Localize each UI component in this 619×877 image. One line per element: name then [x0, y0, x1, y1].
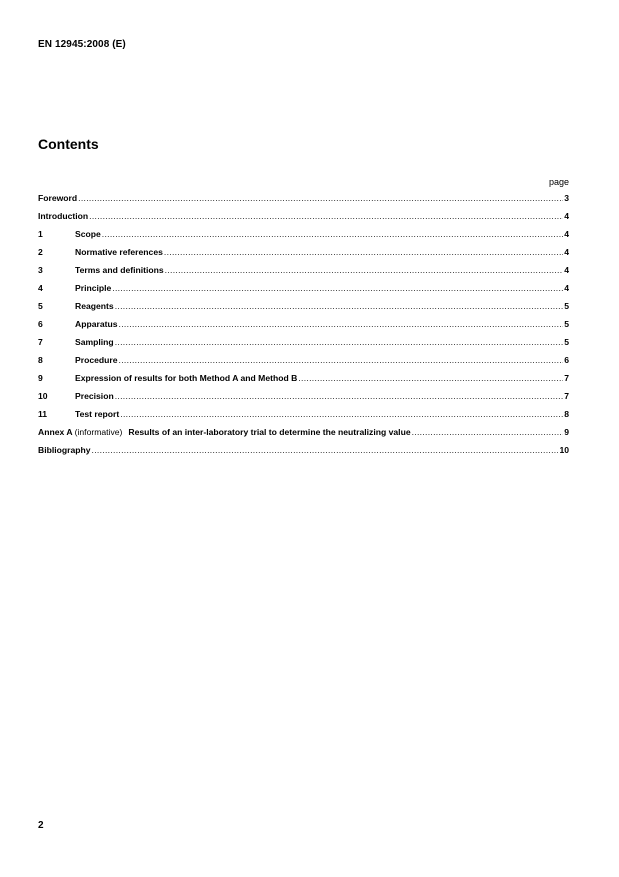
toc-entry-number: 8	[38, 355, 43, 365]
toc-dot-leader	[120, 409, 563, 419]
toc-entry[interactable]	[38, 445, 569, 463]
table-of-contents	[38, 193, 569, 463]
toc-entry[interactable]	[38, 283, 569, 301]
toc-entry-title: Foreword	[38, 193, 78, 203]
toc-entry-number: 1	[38, 229, 43, 239]
toc-entry-page: 5	[564, 337, 569, 347]
toc-dot-leader	[78, 193, 563, 203]
toc-entry-title: Terms and definitions	[75, 265, 164, 275]
toc-entry-page: 4	[564, 283, 569, 293]
toc-entry-number: 5	[38, 301, 43, 311]
toc-entry-page: 10	[559, 445, 569, 455]
contents-title: Contents	[38, 136, 99, 152]
toc-dot-leader	[165, 265, 564, 275]
page-number: 2	[38, 820, 44, 831]
toc-dot-leader	[164, 247, 563, 257]
toc-entry-number: 4	[38, 283, 43, 293]
toc-entry-text	[38, 193, 77, 203]
toc-entry-annex-label: Annex A	[38, 427, 73, 437]
toc-entry-text	[75, 409, 119, 419]
document-header: EN 12945:2008 (E)	[38, 39, 126, 50]
toc-entry-number: 7	[38, 337, 43, 347]
toc-entry[interactable]	[38, 373, 569, 391]
toc-entry-title: Bibliography	[38, 445, 91, 455]
toc-entry-text	[75, 373, 297, 383]
toc-entry-page: 5	[564, 301, 569, 311]
toc-entry-page: 4	[564, 229, 569, 239]
toc-entry[interactable]	[38, 391, 569, 409]
toc-entry-page: 4	[564, 265, 569, 275]
toc-entry-page: 5	[564, 319, 569, 329]
toc-entry-number: 10	[38, 391, 48, 401]
toc-entry-page: 4	[564, 211, 569, 221]
toc-entry[interactable]	[38, 337, 569, 355]
toc-entry-page: 7	[564, 373, 569, 383]
toc-entry-number: 6	[38, 319, 43, 329]
toc-entry-title: Normative references	[75, 247, 163, 257]
toc-entry-text	[38, 445, 91, 455]
toc-dot-leader	[115, 391, 564, 401]
toc-entry-text	[38, 211, 88, 221]
toc-entry-text	[75, 337, 114, 347]
toc-dot-leader	[92, 445, 559, 455]
toc-entry[interactable]	[38, 193, 569, 211]
toc-entry[interactable]	[38, 211, 569, 229]
toc-entry-title: Reagents	[75, 301, 114, 311]
toc-entry-text	[75, 301, 114, 311]
toc-entry-page: 8	[564, 409, 569, 419]
toc-dot-leader	[112, 283, 563, 293]
toc-entry-title: Expression of results for both Method A and Method B	[75, 373, 298, 383]
toc-entry-text	[75, 247, 163, 257]
toc-entry-page: 7	[564, 391, 569, 401]
toc-entry-page: 4	[564, 247, 569, 257]
toc-entry-number: 2	[38, 247, 43, 257]
toc-entry[interactable]	[38, 427, 569, 445]
toc-entry-page: 9	[564, 427, 569, 437]
toc-dot-leader	[412, 427, 564, 437]
toc-entry[interactable]	[38, 265, 569, 283]
toc-dot-leader	[115, 337, 564, 347]
toc-dot-leader	[119, 319, 564, 329]
toc-entry[interactable]	[38, 355, 569, 373]
page-column-label: page	[548, 177, 569, 187]
toc-entry-text	[75, 283, 111, 293]
toc-entry-text	[38, 427, 411, 437]
toc-entry[interactable]	[38, 409, 569, 427]
toc-entry-title: Test report	[75, 409, 120, 419]
toc-entry-page: 6	[564, 355, 569, 365]
toc-entry-text	[75, 355, 118, 365]
toc-entry-title: Results of an inter-laboratory trial to determine the neutralizing value	[128, 427, 411, 437]
toc-entry-qualifier: (informative)	[74, 427, 123, 437]
toc-entry-title: Introduction	[38, 211, 89, 221]
toc-entry[interactable]	[38, 229, 569, 247]
toc-entry-text	[75, 229, 101, 239]
toc-dot-leader	[119, 355, 564, 365]
toc-dot-leader	[115, 301, 564, 311]
toc-entry-title: Procedure	[75, 355, 118, 365]
toc-entry[interactable]	[38, 301, 569, 319]
toc-entry-title: Precision	[75, 391, 114, 401]
toc-entry-number: 9	[38, 373, 43, 383]
toc-dot-leader	[102, 229, 563, 239]
toc-entry-title: Sampling	[75, 337, 114, 347]
toc-dot-leader	[298, 373, 563, 383]
toc-entry-text	[75, 319, 118, 329]
toc-entry-number: 11	[38, 409, 48, 419]
toc-entry-page: 3	[564, 193, 569, 203]
toc-entry[interactable]	[38, 247, 569, 265]
toc-entry-title: Apparatus	[75, 319, 118, 329]
toc-entry-title: Scope	[75, 229, 101, 239]
toc-entry-text	[75, 391, 114, 401]
toc-entry-title: Principle	[75, 283, 112, 293]
toc-dot-leader	[89, 211, 563, 221]
toc-entry[interactable]	[38, 319, 569, 337]
toc-entry-text	[75, 265, 164, 275]
toc-entry-number: 3	[38, 265, 43, 275]
